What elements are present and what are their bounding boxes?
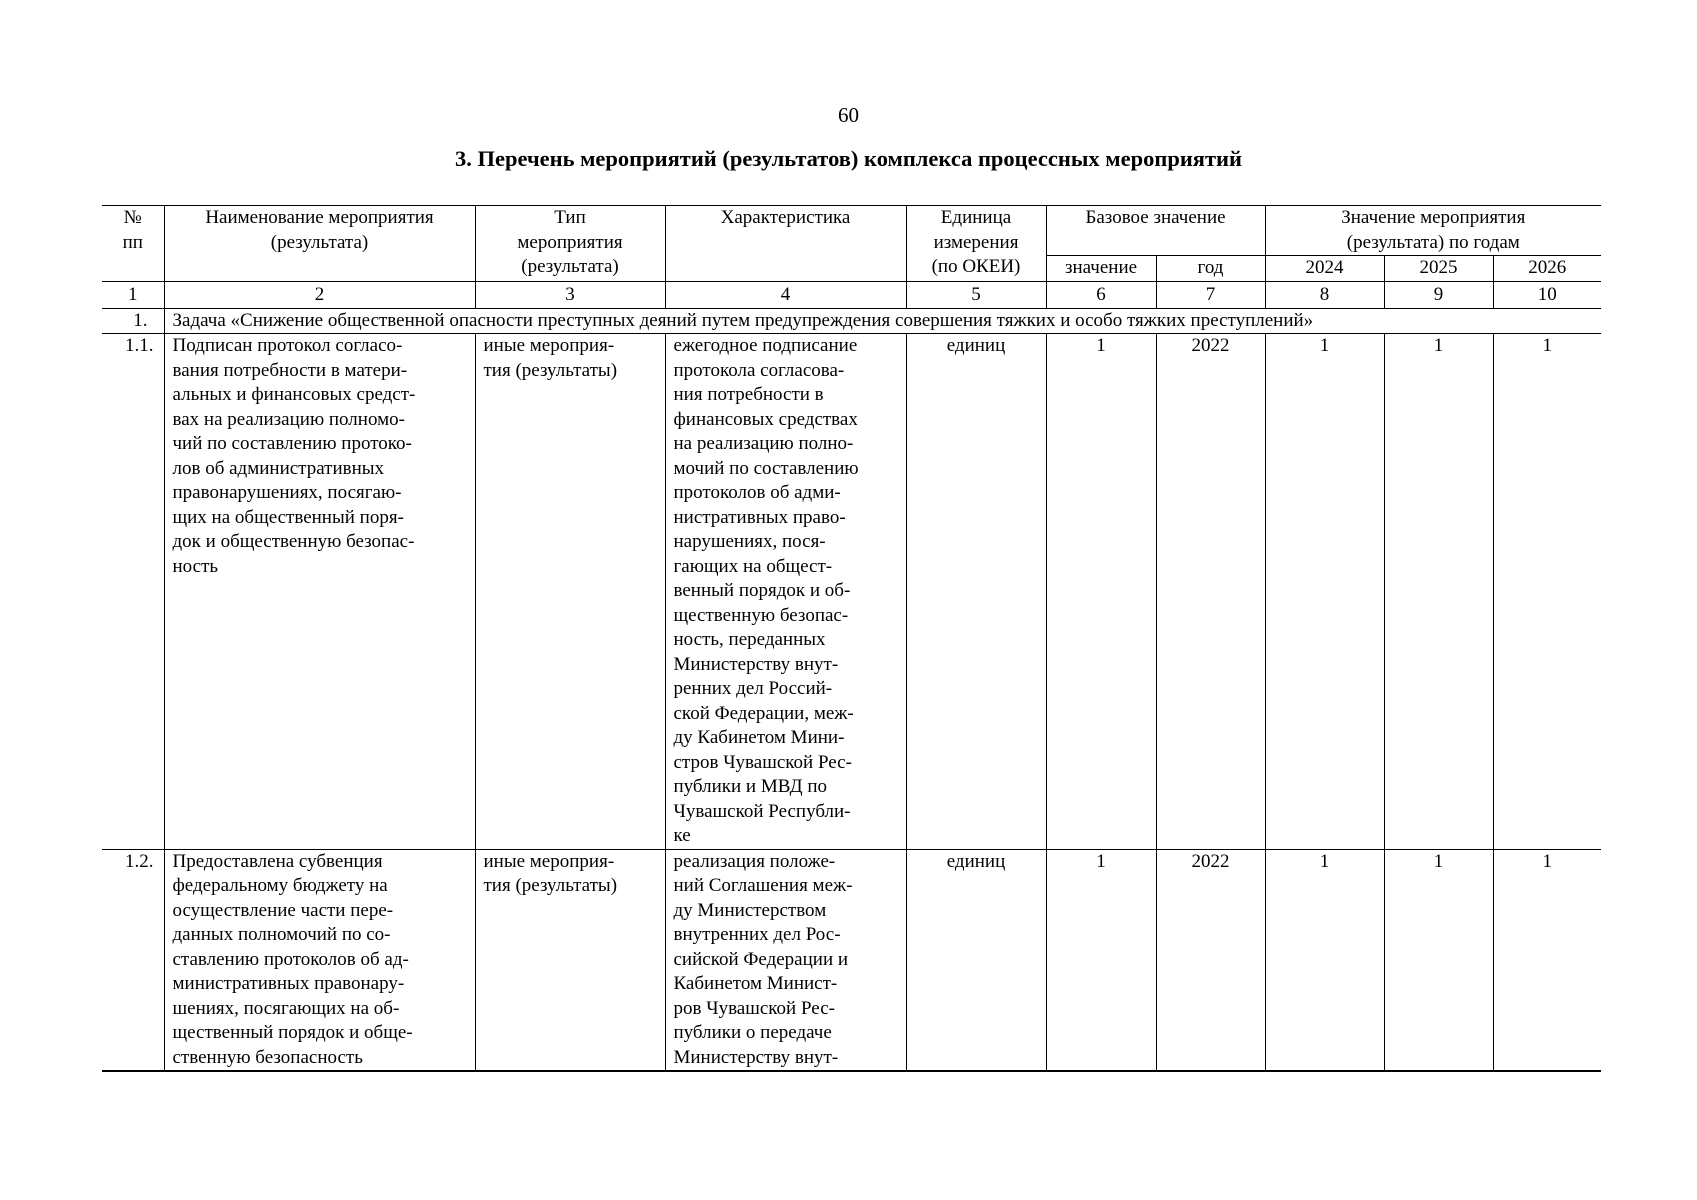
table-row [102,334,1601,850]
header-year-2024: 2024 [1265,256,1384,282]
column-index: 1 [102,281,164,308]
row-base-value: 1 [1046,334,1156,850]
header-year-2026: 2026 [1493,256,1601,282]
row-type: иные мероприя- тия (результаты) [475,334,665,850]
row-base-value: 1 [1046,849,1156,1071]
row-characteristic: ежегодное подписание протокола согласова- ния потребности в финансовых средствах на реализацию полно- мочий по составлению протоколов об адми- нистративных право- нарушениях, пося- гающих на общест- венный порядок и об- щественную безопас- ность, переданных Министерству внут- ренних дел Россий- ской Федерации, меж- ду Кабинетом Мини- стров Чувашской Рес- публики и МВД по Чувашской Республи- ке [665,334,906,850]
row-unit: единиц [906,849,1046,1071]
header-row-1 [102,206,1601,256]
row-name: Предоставлена субвенция федеральному бюджету на осуществление части пере- данных полномочий по со- ставлению протоколов об ад- министративных правонару- шениях, посягающих на об- щественный порядок и обще- ственную безопасность [164,849,475,1071]
header-characteristic: Характеристика [665,206,906,282]
row-value-2025: 1 [1384,849,1493,1071]
table-row [102,849,1601,1071]
header-years-group: Значение мероприятия (результата) по годам [1265,206,1601,256]
measures-table [102,205,1601,1072]
row-unit: единиц [906,334,1046,850]
row-number: 1.2. [102,849,164,1071]
row-value-2024: 1 [1265,849,1384,1071]
row-name: Подписан протокол согласо- вания потребности в матери- альных и финансовых средст- вах на реализацию полномо- чий по составлению протоко- лов об административных правонарушениях, посягаю- щих на общественный поря- док и общественную безопас- ность [164,334,475,850]
header-name: Наименование мероприятия (результата) [164,206,475,282]
task-number: 1. [102,308,164,334]
header-unit: Единица измерения (по ОКЕИ) [906,206,1046,282]
column-index: 5 [906,281,1046,308]
header-type: Тип мероприятия (результата) [475,206,665,282]
row-type: иные мероприя- тия (результаты) [475,849,665,1071]
row-number: 1.1. [102,334,164,850]
header-base-value-value: значение [1046,256,1156,282]
header-year-2025: 2025 [1384,256,1493,282]
column-index: 6 [1046,281,1156,308]
column-index: 10 [1493,281,1601,308]
column-index: 7 [1156,281,1265,308]
row-value-2025: 1 [1384,334,1493,850]
task-row [102,308,1601,334]
column-index: 2 [164,281,475,308]
row-characteristic: реализация положе- ний Соглашения меж- ду Министерством внутренних дел Рос- сийской Федерации и Кабинетом Минист- ров Чувашской Рес- публики о передаче Министерству внут- [665,849,906,1071]
column-index-row [102,281,1601,308]
row-value-2026: 1 [1493,849,1601,1071]
column-index: 3 [475,281,665,308]
row-base-year: 2022 [1156,849,1265,1071]
column-index: 4 [665,281,906,308]
header-base-value: Базовое значение [1046,206,1265,256]
column-index: 9 [1384,281,1493,308]
header-base-value-year: год [1156,256,1265,282]
header-num: № пп [102,206,164,282]
column-index: 8 [1265,281,1384,308]
page-title: 3. Перечень мероприятий (результатов) комплекса процессных мероприятий [455,146,1242,171]
row-value-2026: 1 [1493,334,1601,850]
row-base-year: 2022 [1156,334,1265,850]
task-text: Задача «Снижение общественной опасности преступных деяний путем предупреждения совершения тяжких и особо тяжких преступлений» [164,308,1601,334]
page-number: 60 [838,103,859,127]
row-value-2024: 1 [1265,334,1384,850]
